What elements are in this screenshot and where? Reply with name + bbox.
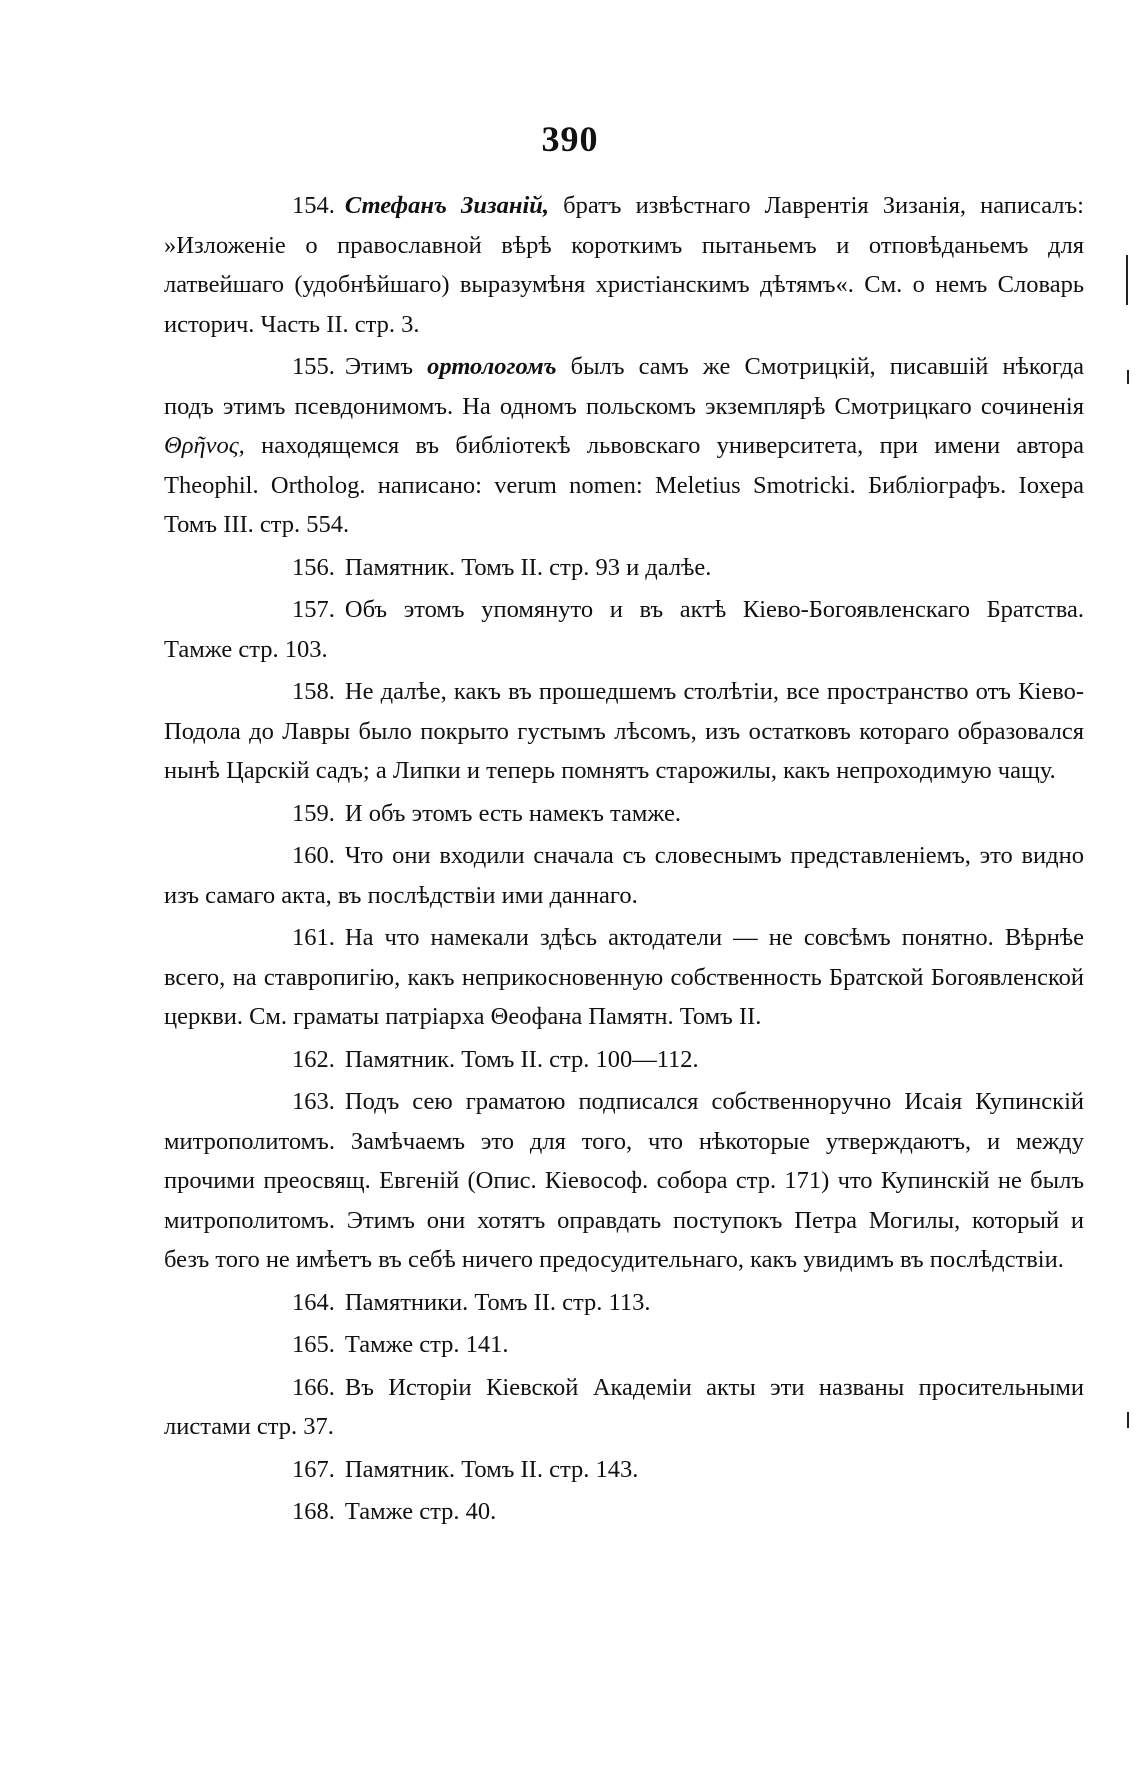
footnote-text: Памятник. Томъ II. стр. 143. (344, 1455, 639, 1483)
footnote (164, 672, 1084, 791)
footnote-text: Памятники. Томъ II. стр. 113. (344, 1288, 651, 1316)
footnote (164, 347, 1084, 545)
footnote (164, 1040, 1084, 1080)
footnote-text: Объ этомъ упомянуто и въ актѣ Кіево-Богоявленскаго Братства. Тамже стр. 103. (164, 596, 1084, 663)
footnote (164, 1082, 1084, 1280)
scan-mark (1127, 1412, 1129, 1428)
footnote (164, 1492, 1084, 1532)
footnote-text: находящемся въ библіотекѣ львовскаго университета, при имени автора Theophil. Ortholog. написано: verum nomen: Meletius Smotricki. Библіографъ. Іохера Томъ III. стр. 554. (164, 432, 1084, 538)
footnote-number: 160. (292, 842, 335, 869)
footnote-number: 168. (292, 1498, 335, 1525)
footnote-number: 155. (292, 353, 335, 380)
footnote-number: 157. (292, 596, 335, 623)
emphasized-term: Стефанъ Зизаній, (344, 192, 550, 219)
footnote-number: 156. (292, 553, 335, 581)
footnote-text: Тамже стр. 40. (344, 1498, 497, 1525)
footnote-number: 167. (292, 1455, 335, 1483)
footnote-text: Памятник. Томъ II. стр. 93 и далѣе. (344, 553, 712, 581)
footnotes-block (164, 186, 1084, 1535)
footnote (164, 1283, 1084, 1323)
footnote (164, 1368, 1084, 1447)
footnote-text: Въ Исторіи Кіевской Академіи акты эти названы просительными листами стр. 37. (164, 1373, 1084, 1440)
greek-term: Θρῆνος, (164, 432, 245, 459)
footnote-number: 158. (292, 678, 335, 705)
footnote (164, 590, 1084, 669)
scan-mark (1127, 370, 1129, 384)
footnote-text: Этимъ (344, 353, 428, 380)
footnote (164, 794, 1084, 834)
footnote-number: 159. (292, 799, 335, 827)
footnote-number: 154. (292, 192, 335, 219)
emphasized-term: ортологомъ (427, 353, 557, 380)
footnote (164, 918, 1084, 1037)
footnote (164, 1325, 1084, 1365)
footnote (164, 548, 1084, 588)
footnote-text: Что они входили сначала съ словеснымъ представленіемъ, это видно изъ самаго акта, въ послѣдствіи ими даннаго. (164, 842, 1084, 909)
footnote-number: 165. (292, 1331, 335, 1358)
scan-mark (1126, 255, 1128, 305)
footnote-text: Не далѣе, какъ въ прошедшемъ столѣтіи, все пространство отъ Кіево-Подола до Лавры было покрыто густымъ лѣсомъ, изъ остатковъ котораго образовался нынѣ Царскій садъ; а Липки и теперь помнятъ старожилы, какъ непроходимую чащу. (164, 678, 1084, 784)
footnote-number: 163. (292, 1088, 335, 1115)
footnote-number: 161. (292, 924, 335, 951)
footnote-number: 164. (292, 1288, 335, 1316)
page-number: 390 (541, 119, 599, 159)
footnote-text: братъ извѣстнаго Лаврентія Зизанія, написалъ: »Изложеніе о православной вѣрѣ короткимъ пытаньемъ и отповѣданьемъ для латвейшаго (удобнѣйшаго) выразумѣня христіанскимъ дѣтямъ«. См. о немъ Словарь историч. Часть II. стр. 3. (164, 192, 1084, 338)
footnote-text: На что намекали здѣсь актодатели — не совсѣмъ понятно. Вѣрнѣе всего, на ставропигію, какъ неприкосновенную собственность Братской Богоявленской церкви. См. граматы патріарха Θеофана Памятн. Томъ II. (164, 924, 1084, 1030)
footnote (164, 1450, 1084, 1490)
footnote-text: Памятник. Томъ II. стр. 100—112. (344, 1045, 699, 1073)
footnote (164, 836, 1084, 915)
footnote-text: былъ самъ же Смотрицкій, писавшій нѣкогда подъ этимъ псевдонимомъ. На одномъ польскомъ экземплярѣ Смотрицкаго сочиненія (164, 353, 1084, 420)
footnote (164, 186, 1084, 344)
footnote-text: И объ этомъ есть намекъ тамже. (344, 799, 681, 827)
footnote-text: Тамже стр. 141. (344, 1331, 509, 1358)
footnote-number: 166. (292, 1373, 335, 1401)
footnote-number: 162. (292, 1045, 335, 1073)
footnote-text: Подъ сею граматою подписался собственноручно Исаія Купинскій митрополитомъ. Замѣчаемъ это для того, что нѣкоторые утверждаютъ, и между прочими преосвящ. Евгеній (Опис. Кіевософ. собора стр. 171) что Купинскій не былъ митрополитомъ. Этимъ они хотятъ оправдать поступокъ Петра Могилы, который и безъ того не имѣетъ въ себѣ ничего предосудительнаго, какъ увидимъ въ послѣдствіи. (164, 1088, 1084, 1273)
